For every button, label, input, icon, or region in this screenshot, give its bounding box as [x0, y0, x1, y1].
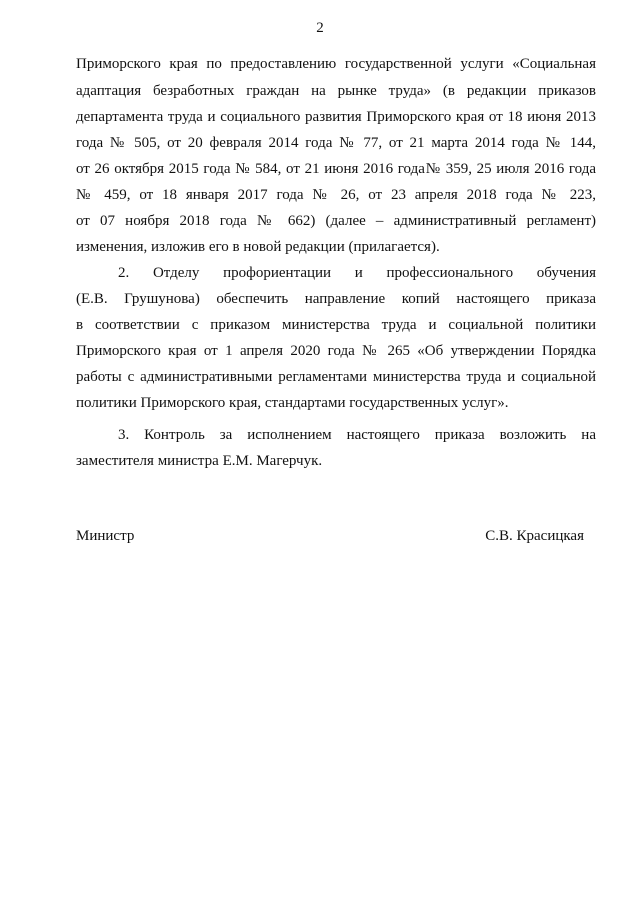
- paragraph-2-line: политики Приморского края, стандартами государственных услуг».: [76, 395, 509, 411]
- paragraph-2-line: в соответствии с приказом министерства труда и социальной политики: [76, 317, 596, 333]
- paragraph-3-line: 3. Контроль за исполнением настоящего приказа возложить на: [118, 427, 596, 443]
- paragraph-1-line: департамента труда и социального развития Приморского края от 18 июня 2013: [76, 109, 596, 125]
- paragraph-2-line: Приморского края от 1 апреля 2020 года № 265 «Об утверждении Порядка: [76, 343, 596, 359]
- paragraph-1-line: изменения, изложив его в новой редакции (прилагается).: [76, 239, 440, 255]
- paragraph-1-line: № 459, от 18 января 2017 года № 26, от 23 апреля 2018 года № 223,: [76, 187, 596, 203]
- paragraph-1-line: Приморского края по предоставлению государственной услуги «Социальная: [76, 56, 596, 72]
- paragraph-1-line: от 26 октября 2015 года № 584, от 21 июня 2016 года№ 359, 25 июля 2016 года: [76, 161, 596, 177]
- paragraph-1-line: от 07 ноября 2018 года № 662) (далее – административный регламент): [76, 213, 596, 229]
- signature-position: Министр: [76, 528, 135, 544]
- paragraph-2-line: 2. Отделу профориентации и профессионального обучения: [118, 265, 596, 281]
- paragraph-1-line: адаптация безработных граждан на рынке труда» (в редакции приказов: [76, 83, 596, 99]
- paragraph-2-line: (Е.В. Грушунова) обеспечить направление копий настоящего приказа: [76, 291, 596, 307]
- paragraph-2-line: работы с административными регламентами министерства труда и социальной: [76, 369, 596, 385]
- signature-name: С.В. Красицкая: [485, 528, 584, 544]
- page-number: 2: [316, 20, 324, 36]
- paragraph-3-line: заместителя министра Е.М. Магерчук.: [76, 453, 323, 469]
- paragraph-1-line: года № 505, от 20 февраля 2014 года № 77, от 21 марта 2014 года № 144,: [76, 135, 596, 151]
